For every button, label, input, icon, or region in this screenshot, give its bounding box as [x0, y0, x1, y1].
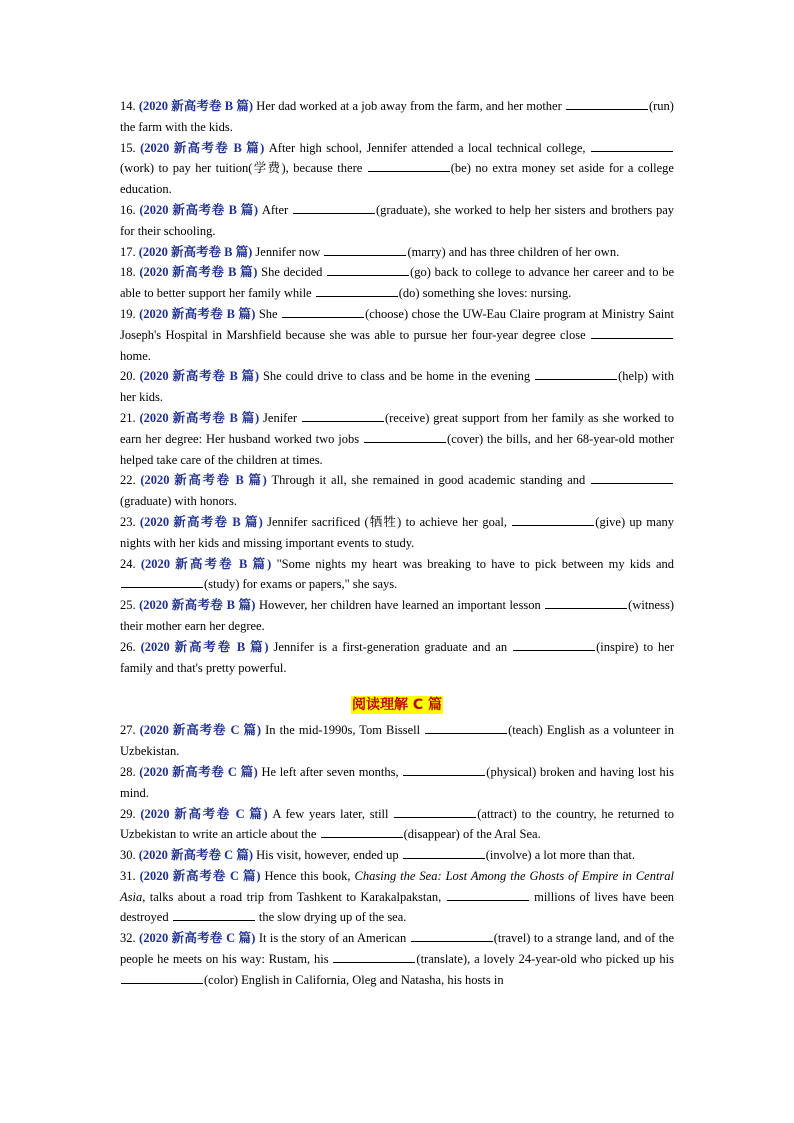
answer-blank[interactable]: [447, 888, 529, 901]
answer-blank[interactable]: [324, 243, 406, 256]
question-text: Hence this book,: [260, 868, 355, 883]
question-number: 17.: [120, 244, 136, 259]
question-number: 14.: [120, 99, 136, 113]
question-number: 30.: [120, 848, 136, 863]
question-text: It is the story of an American: [255, 931, 410, 946]
source-tag: (2020 新高考卷 C 篇): [139, 723, 262, 738]
question-text: Jenifer: [259, 410, 301, 425]
question-number: 15.: [120, 140, 136, 155]
question-text: (translate), a lovely 24-year-old who picked up his: [416, 952, 674, 967]
answer-blank[interactable]: [394, 805, 476, 818]
source-tag: (2020 新高考卷 B 篇): [139, 202, 259, 217]
question-number: 28.: [120, 764, 136, 779]
question-text: (graduate), she worked to help her sisters and brothers pay for their schooling.: [120, 202, 674, 238]
answer-blank[interactable]: [411, 929, 493, 942]
question-29: [120, 804, 674, 846]
answer-blank[interactable]: [403, 763, 485, 776]
question-text: , talks about a road trip from Tashkent to Karakalpakstan,: [142, 889, 446, 904]
question-24: [120, 554, 674, 596]
section-heading-row: [120, 696, 674, 718]
answer-blank[interactable]: [282, 305, 364, 318]
question-text: (inspire) to her family and that's pretty powerful.: [120, 639, 675, 675]
answer-blank[interactable]: [513, 638, 595, 651]
answer-blank[interactable]: [173, 908, 255, 921]
question-text: (run) the farm with the kids.: [120, 99, 674, 134]
source-tag: (2020 新高考卷 B 篇): [138, 244, 253, 259]
answer-blank[interactable]: [591, 471, 673, 484]
answer-blank[interactable]: [327, 263, 409, 276]
section-heading: 阅读理解 C 篇: [351, 697, 443, 714]
question-text: (graduate) with honors.: [120, 494, 237, 509]
question-text: (teach) English as a volunteer in Uzbekistan.: [120, 723, 675, 759]
question-text: (study) for exams or papers," she says.: [204, 577, 398, 592]
question-text: (attract) to the country, he returned to Uzbekistan to write an article about the: [120, 806, 674, 842]
source-tag: (2020 新高考卷 B 篇): [139, 265, 258, 280]
question-text: She decided: [257, 265, 327, 280]
question-text: Jennifer now: [252, 244, 324, 259]
question-text: (help) with her kids.: [120, 369, 675, 405]
question-19: [120, 304, 674, 366]
answer-blank[interactable]: [591, 326, 673, 339]
source-tag: (2020 新高考卷 B 篇): [140, 556, 272, 571]
answer-blank[interactable]: [512, 513, 594, 526]
question-22: [120, 470, 674, 512]
source-tag: (2020 新高考卷 C 篇): [139, 868, 261, 883]
question-30: [120, 845, 674, 866]
answer-blank[interactable]: [316, 284, 398, 297]
answer-blank[interactable]: [293, 201, 375, 214]
question-17: [120, 242, 674, 263]
question-15: [120, 138, 674, 200]
question-25: [120, 595, 674, 637]
answer-blank[interactable]: [566, 97, 648, 110]
source-tag: (2020 新高考卷 B 篇): [139, 306, 256, 321]
question-16: [120, 200, 674, 242]
question-number: 32.: [120, 931, 136, 946]
question-text: Jennifer sacrificed (牺牲) to achieve her goal,: [262, 514, 512, 529]
question-26: [120, 637, 674, 679]
question-31: [120, 866, 674, 928]
question-number: 26.: [120, 639, 136, 654]
source-tag: (2020 新高考卷 B 篇): [139, 410, 260, 425]
question-text: (choose) chose the UW-Eau Claire program at Ministry Saint Joseph's Hospital in Marshfield because she was able to pursue her four-year degree close: [120, 306, 674, 342]
answer-blank[interactable]: [425, 721, 507, 734]
question-text: home.: [120, 348, 151, 363]
question-27: [120, 720, 674, 762]
answer-blank[interactable]: [591, 139, 673, 152]
question-text: (physical) broken and having lost his mind.: [120, 764, 675, 800]
question-text: Jennifer is a first-generation graduate and an: [268, 639, 513, 654]
question-20: [120, 366, 674, 408]
question-text: She: [255, 306, 282, 321]
source-tag: (2020 新高考卷 C 篇): [139, 931, 256, 946]
source-tag: (2020 新高考卷 B 篇): [140, 639, 269, 654]
question-23: [120, 512, 674, 554]
question-text: (do) something she loves: nursing.: [398, 286, 572, 301]
source-tag: (2020 新高考卷 B 篇): [140, 473, 267, 488]
source-tag: (2020 新高考卷 B 篇): [139, 514, 263, 529]
question-number: 25.: [120, 598, 136, 613]
question-text: Through it all, she remained in good academic standing and: [266, 473, 591, 488]
source-tag: (2020 新高考卷 C 篇): [138, 848, 253, 863]
answer-blank[interactable]: [321, 825, 403, 838]
question-text: (go) back to college to advance her career and to be able to better support her family while: [120, 265, 675, 301]
question-number: 19.: [120, 306, 136, 321]
answer-blank[interactable]: [368, 159, 450, 172]
answer-blank[interactable]: [121, 575, 203, 588]
source-tag: (2020 新高考卷 B 篇): [139, 369, 260, 384]
question-number: 23.: [120, 514, 136, 529]
source-tag: (2020 新高考卷 C 篇): [139, 764, 258, 779]
question-text: She could drive to class and be home in the evening: [259, 369, 535, 384]
book-title: Chasing the Sea: Lost Among the Ghosts of Empire in Central Asia: [120, 868, 675, 904]
answer-blank[interactable]: [121, 971, 203, 984]
question-text: (witness) their mother earn her degree.: [120, 598, 674, 633]
question-text: Her dad worked at a job away from the farm, and her mother: [253, 99, 565, 113]
question-number: 20.: [120, 369, 136, 384]
question-number: 22.: [120, 473, 136, 488]
question-text: In the mid-1990s, Tom Bissell: [261, 723, 425, 738]
question-text: (involve) a lot more than that.: [485, 848, 636, 863]
question-18: [120, 262, 674, 304]
question-text: (marry) and has three children of her own.: [407, 244, 620, 259]
question-21: [120, 408, 674, 470]
question-number: 29.: [120, 806, 136, 821]
question-number: 16.: [120, 202, 136, 217]
question-text: (travel) to a strange land, and of the people he meets on his way: Rustam, his: [120, 931, 675, 967]
question-text: After high school, Jennifer attended a local technical college,: [264, 140, 590, 155]
question-text: millions of lives have been destroyed: [120, 889, 674, 925]
question-number: 27.: [120, 723, 136, 738]
question-text: However, her children have learned an important lesson: [255, 598, 545, 613]
question-text: "Some nights my heart was breaking to have to pick between my kids and: [271, 556, 675, 571]
question-number: 21.: [120, 410, 136, 425]
question-number: 24.: [120, 556, 136, 571]
question-text: (receive) great support from her family as she worked to earn her degree: Her husband worked two jobs: [120, 410, 674, 446]
question-text: (be) no extra money set aside for a college education.: [120, 161, 674, 197]
source-tag: (2020 新高考卷 B 篇): [140, 140, 265, 155]
question-text: the slow drying up of the sea.: [255, 910, 407, 925]
answer-blank[interactable]: [545, 596, 627, 609]
answer-blank[interactable]: [333, 950, 415, 963]
question-text: (cover) the bills, and her 68-year-old mother helped take care of the children at times.: [120, 431, 674, 467]
question-text: (color) English in California, Oleg and Natasha, his hosts in: [204, 972, 504, 987]
question-text: A few years later, still: [267, 806, 394, 821]
question-32: [120, 928, 674, 990]
question-text: (work) to pay her tuition(学费), because there: [120, 161, 367, 176]
question-text: His visit, however, ended up: [252, 848, 402, 863]
question-text: After: [258, 202, 292, 217]
question-14: [120, 96, 674, 138]
answer-blank[interactable]: [535, 367, 617, 380]
question-number: 18.: [120, 265, 136, 280]
source-tag: (2020 新高考卷 B 篇): [139, 598, 256, 613]
question-text: He left after seven months,: [257, 764, 403, 779]
answer-blank[interactable]: [403, 846, 485, 859]
question-text: (disappear) of the Aral Sea.: [403, 827, 541, 842]
question-28: [120, 762, 674, 804]
source-tag: (2020 新高考卷 B 篇): [138, 99, 254, 113]
question-number: 31.: [120, 868, 136, 883]
answer-blank[interactable]: [302, 409, 384, 422]
answer-blank[interactable]: [364, 430, 446, 443]
source-tag: (2020 新高考卷 C 篇): [140, 806, 268, 821]
exercise-page: [120, 96, 674, 991]
question-text: (give) up many nights with her kids and missing important events to study.: [120, 514, 674, 550]
